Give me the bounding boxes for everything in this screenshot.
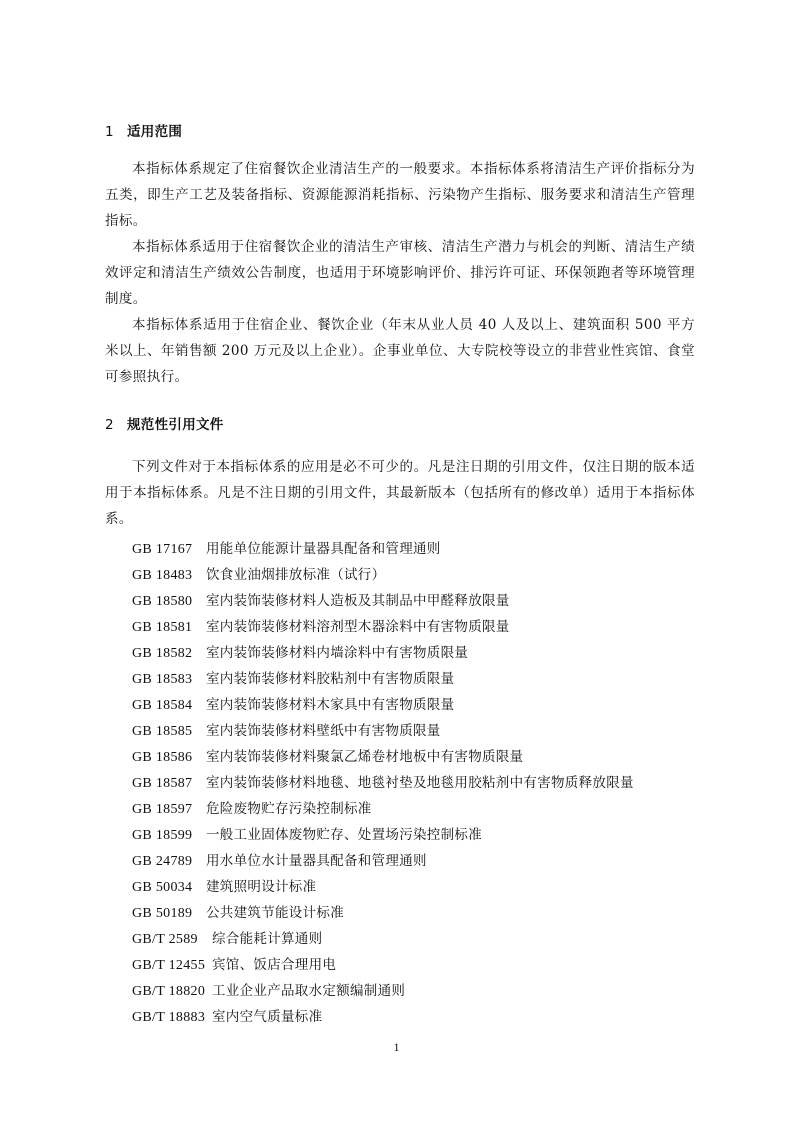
section-1-paragraph-3: 本指标体系适用于住宿企业、餐饮企业（年末从业人员 40 人及以上、建筑面积 500 平方米以上、年销售额 200 万元及以上企业）。企事业单位、大专院校等设立的非营业性宾馆、食堂可参照执行。 xyxy=(105,317,695,385)
reference-item xyxy=(132,770,712,796)
reference-item xyxy=(132,718,712,744)
reference-title: 室内装饰装修材料聚氯乙烯卷材地板中有害物质限量 xyxy=(206,749,524,765)
reference-code: GB 18581 xyxy=(132,620,193,635)
reference-code: GB 18580 xyxy=(132,594,193,609)
reference-code: GB 18597 xyxy=(132,802,193,817)
reference-title: 综合能耗计算通则 xyxy=(212,931,323,947)
reference-item xyxy=(132,900,712,926)
reference-item xyxy=(132,744,712,770)
reference-code: GB 17167 xyxy=(132,542,193,557)
reference-item xyxy=(132,822,712,848)
reference-list xyxy=(132,536,712,1030)
reference-item xyxy=(132,848,712,874)
reference-code: GB 24789 xyxy=(132,854,193,869)
reference-code: GB 18599 xyxy=(132,828,193,843)
reference-item xyxy=(132,614,712,640)
reference-title: 宾馆、饭店合理用电 xyxy=(212,957,337,973)
section-2-title: 规范性引用文件 xyxy=(127,417,224,433)
reference-item xyxy=(132,666,712,692)
section-1-number: 1 xyxy=(105,124,114,140)
reference-code: GB 18483 xyxy=(132,568,193,583)
reference-title: 用水单位水计量器具配备和管理通则 xyxy=(206,853,427,869)
reference-code: GB/T 2589 xyxy=(132,932,198,947)
reference-title: 室内装饰装修材料溶剂型木器涂料中有害物质限量 xyxy=(206,619,510,635)
reference-code: GB 18586 xyxy=(132,750,193,765)
reference-item xyxy=(132,562,712,588)
reference-item xyxy=(132,926,712,952)
reference-item xyxy=(132,874,712,900)
reference-title: 饮食业油烟排放标准（试行） xyxy=(206,567,386,583)
reference-code: GB/T 18883 xyxy=(132,1010,206,1025)
reference-title: 室内装饰装修材料木家具中有害物质限量 xyxy=(206,697,455,713)
reference-title: 公共建筑节能设计标准 xyxy=(206,905,344,921)
page-number: 1 xyxy=(393,1040,400,1054)
reference-code: GB 18582 xyxy=(132,646,193,661)
section-1-paragraph-1: 本指标体系规定了住宿餐饮企业清洁生产的一般要求。本指标体系将清洁生产评价指标分为五类，即生产工艺及装备指标、资源能源消耗指标、污染物产生指标、服务要求和清洁生产管理指标。 xyxy=(105,161,695,229)
section-1-heading xyxy=(105,120,182,140)
reference-code: GB 50034 xyxy=(132,880,193,895)
reference-item xyxy=(132,640,712,666)
reference-code: GB/T 12455 xyxy=(132,958,206,973)
reference-code: GB 18584 xyxy=(132,698,193,713)
reference-code: GB/T 18820 xyxy=(132,984,206,999)
reference-item xyxy=(132,536,712,562)
reference-title: 建筑照明设计标准 xyxy=(206,879,317,895)
reference-title: 工业企业产品取水定额编制通则 xyxy=(212,983,406,999)
reference-title: 危险废物贮存污染控制标准 xyxy=(206,801,372,817)
reference-code: GB 18583 xyxy=(132,672,193,687)
section-1-paragraph-2: 本指标体系适用于住宿餐饮企业的清洁生产审核、清洁生产潜力与机会的判断、清洁生产绩效评定和清洁生产绩效公告制度，也适用于环境影响评价、排污许可证、环保领跑者等环境管理制度。 xyxy=(105,239,695,307)
reference-item xyxy=(132,588,712,614)
reference-title: 室内装饰装修材料人造板及其制品中甲醛释放限量 xyxy=(206,593,510,609)
reference-item xyxy=(132,1004,712,1030)
reference-title: 室内装饰装修材料壁纸中有害物质限量 xyxy=(206,723,441,739)
reference-title: 一般工业固体废物贮存、处置场污染控制标准 xyxy=(206,827,482,843)
reference-title: 室内装饰装修材料内墙涂料中有害物质限量 xyxy=(206,645,469,661)
reference-code: GB 18587 xyxy=(132,776,193,791)
reference-title: 室内装饰装修材料地毯、地毯衬垫及地毯用胶粘剂中有害物质释放限量 xyxy=(206,775,634,791)
reference-item xyxy=(132,978,712,1004)
section-2-intro: 下列文件对于本指标体系的应用是必不可少的。凡是注日期的引用文件，仅注日期的版本适用于本指标体系。凡是不注日期的引用文件，其最新版本（包括所有的修改单）适用于本指标体系。 xyxy=(105,459,695,527)
section-2-heading xyxy=(105,413,224,433)
reference-code: GB 50189 xyxy=(132,906,193,921)
section-2-number: 2 xyxy=(105,417,114,433)
reference-title: 用能单位能源计量器具配备和管理通则 xyxy=(206,541,441,557)
reference-title: 室内装饰装修材料胶粘剂中有害物质限量 xyxy=(206,671,455,687)
reference-code: GB 18585 xyxy=(132,724,193,739)
reference-title: 室内空气质量标准 xyxy=(212,1009,323,1025)
reference-item xyxy=(132,952,712,978)
reference-item xyxy=(132,692,712,718)
section-1-title: 适用范围 xyxy=(127,124,183,140)
reference-item xyxy=(132,796,712,822)
